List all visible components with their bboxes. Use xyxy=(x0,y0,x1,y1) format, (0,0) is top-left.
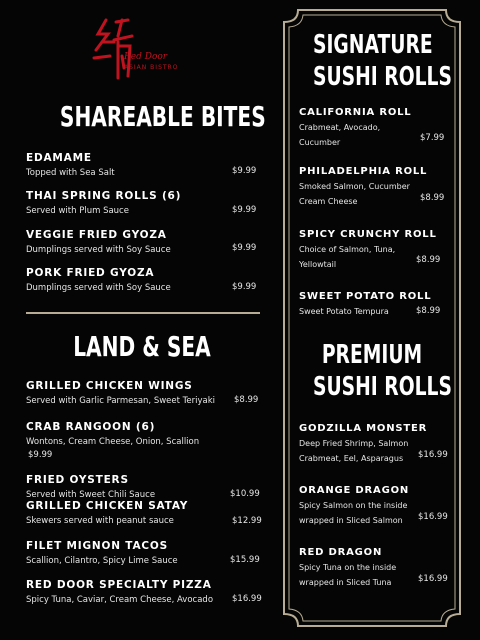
item-description: Dumplings served with Soy Sauce xyxy=(26,283,171,293)
item-name: CRAB RANGOON (6) xyxy=(26,421,156,433)
item-name: THAI SPRING ROLLS (6) xyxy=(26,190,182,202)
red-door-calligraphy-icon xyxy=(88,12,208,82)
item-description: Scallion, Cilantro, Spicy Lime Sauce xyxy=(26,556,178,566)
menu-item xyxy=(26,380,215,406)
item-price: $16.99 xyxy=(418,512,448,522)
menu-item xyxy=(26,474,155,500)
item-description-1: Crabmeat, Avocado, xyxy=(299,123,381,132)
premium-title-line2: SUSHI ROLLS xyxy=(312,372,452,402)
item-price: $9.99 xyxy=(232,166,257,176)
logo-subtitle: ASIAN BISTRO xyxy=(124,64,179,71)
item-description: Served with Sweet Chili Sauce xyxy=(26,490,156,500)
item-name: FILET MIGNON TACOS xyxy=(26,540,168,552)
item-name: SWEET POTATO ROLL xyxy=(299,291,432,302)
item-name: EDAMAME xyxy=(26,152,92,164)
menu-item xyxy=(26,229,171,255)
menu-item xyxy=(299,166,427,209)
item-description: Spicy Tuna, Caviar, Cream Cheese, Avocado xyxy=(26,595,214,605)
menu-item xyxy=(26,267,171,293)
item-name: VEGGIE FRIED GYOZA xyxy=(26,229,167,241)
menu-item xyxy=(26,540,178,566)
item-price: $15.99 xyxy=(230,555,260,565)
item-description: Served with Plum Sauce xyxy=(26,206,129,216)
item-price: $9.99 xyxy=(28,450,53,460)
item-description-2: Cucumber xyxy=(299,138,341,147)
item-description-1: Spicy Salmon on the inside xyxy=(299,501,408,510)
menu-item xyxy=(299,107,411,150)
item-name: CALIFORNIA ROLL xyxy=(299,107,412,118)
item-description-1: Sweet Potato Tempura xyxy=(299,307,389,316)
item-name: FRIED OYSTERS xyxy=(26,474,129,486)
item-price: $16.99 xyxy=(418,574,448,584)
item-description: Served with Garlic Parmesan, Sweet Teriyaki xyxy=(26,396,216,406)
item-description: Skewers served with peanut sauce xyxy=(26,516,174,526)
item-price: $12.99 xyxy=(232,516,262,526)
item-description-2: Yellowtail xyxy=(299,260,337,269)
item-description-1: Spicy Tuna on the inside xyxy=(299,563,397,572)
item-description-2: Cream Cheese xyxy=(299,197,358,206)
item-description: Wontons, Cream Cheese, Onion, Scallion xyxy=(26,437,200,447)
menu-item xyxy=(26,579,213,605)
item-price: $16.99 xyxy=(232,594,262,604)
item-name: GODZILLA MONSTER xyxy=(299,423,428,434)
menu-item xyxy=(26,152,115,178)
item-price: $8.99 xyxy=(420,193,445,203)
menu-item xyxy=(299,547,396,590)
item-price: $9.99 xyxy=(232,243,257,253)
signature-title-line1: SIGNATURE xyxy=(312,30,433,60)
logo-name: Red Door xyxy=(124,52,168,62)
item-price: $8.99 xyxy=(234,395,259,405)
item-price: $10.99 xyxy=(230,489,260,499)
item-price: $16.99 xyxy=(418,450,448,460)
item-name: RED DRAGON xyxy=(299,547,383,558)
item-description: Dumplings served with Soy Sauce xyxy=(26,245,171,255)
menu-item xyxy=(299,229,437,272)
premium-title-line1: PREMIUM xyxy=(321,340,423,370)
menu-item xyxy=(26,500,188,526)
menu-item xyxy=(299,423,427,466)
item-description: Topped with Sea Salt xyxy=(26,168,115,178)
item-name: ORANGE DRAGON xyxy=(299,485,410,496)
item-price: $7.99 xyxy=(420,133,445,143)
item-name: PORK FRIED GYOZA xyxy=(26,267,155,279)
land-and-sea-title: LAND & SEA xyxy=(73,330,211,363)
menu-item xyxy=(26,421,199,447)
item-name: GRILLED CHICKEN SATAY xyxy=(26,500,189,512)
item-name: GRILLED CHICKEN WINGS xyxy=(26,380,193,392)
item-description-1: Deep Fried Shrimp, Salmon xyxy=(299,439,409,448)
item-price: $8.99 xyxy=(416,255,441,265)
shareable-bites-title: SHAREABLE BITES xyxy=(59,100,266,133)
item-name: SPICY CRUNCHY ROLL xyxy=(299,229,437,240)
item-price: $9.99 xyxy=(232,282,257,292)
item-name: PHILADELPHIA ROLL xyxy=(299,166,428,177)
logo xyxy=(88,12,208,82)
item-price: $9.99 xyxy=(232,205,257,215)
signature-title-line2: SUSHI ROLLS xyxy=(312,62,452,92)
menu-item xyxy=(299,291,431,319)
item-description-2: Crabmeat, Eel, Asparagus xyxy=(299,454,404,463)
item-description-1: Smoked Salmon, Cucumber xyxy=(299,182,410,191)
item-price: $8.99 xyxy=(416,306,441,316)
item-description-2: wrapped in Sliced Salmon xyxy=(299,516,403,525)
item-name: RED DOOR SPECIALTY PIZZA xyxy=(26,579,212,591)
item-description-1: Choice of Salmon, Tuna, xyxy=(299,245,396,254)
section-divider xyxy=(26,312,260,314)
menu-item xyxy=(26,190,181,216)
menu-item xyxy=(299,485,409,528)
item-description-2: wrapped in Sliced Tuna xyxy=(299,578,392,587)
